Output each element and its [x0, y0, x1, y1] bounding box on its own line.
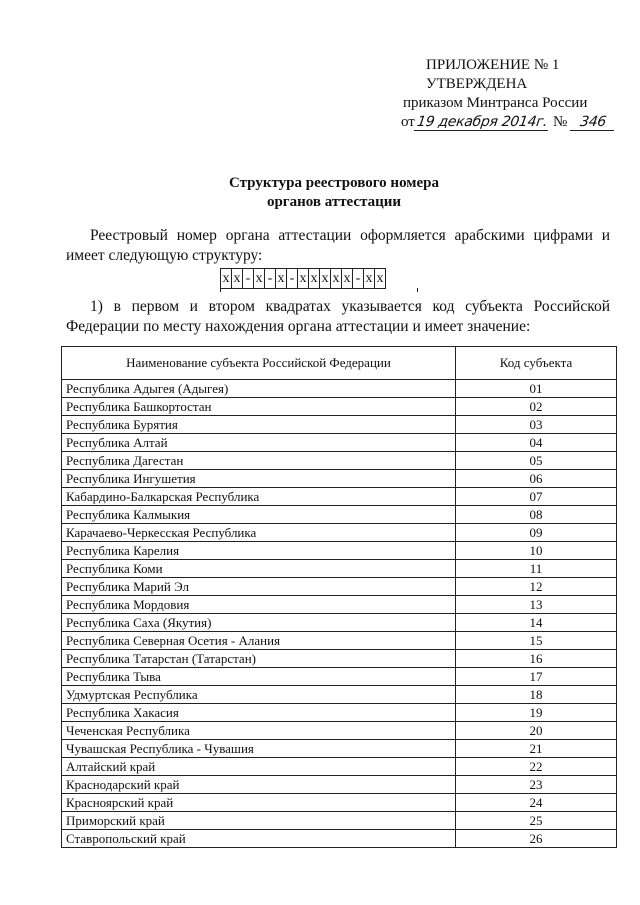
region-name: Республика Башкортостан: [62, 398, 456, 416]
scheme-digit-box: x: [320, 269, 331, 288]
table-row: [62, 794, 617, 812]
point-1-paragraph: [66, 297, 610, 337]
table-row: [62, 506, 617, 524]
table-row: [62, 740, 617, 758]
approved-label: УТВЕРЖДЕНА: [426, 76, 528, 92]
region-code: 14: [456, 614, 617, 632]
table-row: [62, 704, 617, 722]
region-codes-table: [61, 346, 617, 848]
table-row: [62, 452, 617, 470]
region-code: 10: [456, 542, 617, 560]
region-name: Республика Алтай: [62, 434, 456, 452]
from-label: от: [401, 114, 415, 130]
table-row: [62, 596, 617, 614]
region-code: 03: [456, 416, 617, 434]
scheme-separator: -: [353, 269, 364, 288]
table-row: [62, 650, 617, 668]
region-code: 02: [456, 398, 617, 416]
region-code: 05: [456, 452, 617, 470]
order-date-line: [395, 113, 635, 132]
region-name: Республика Дагестан: [62, 452, 456, 470]
approval-block: [395, 56, 635, 132]
table-row: [62, 560, 617, 578]
region-code: 17: [456, 668, 617, 686]
region-code: 08: [456, 506, 617, 524]
table-row: [62, 758, 617, 776]
region-name: Удмуртская Республика: [62, 686, 456, 704]
region-code: 18: [456, 686, 617, 704]
scheme-digit-box: x: [276, 269, 287, 288]
scheme-digit-box: x: [364, 269, 375, 288]
region-name: Кабардино-Балкарская Республика: [62, 488, 456, 506]
table-row: [62, 524, 617, 542]
region-name: Краснодарский край: [62, 776, 456, 794]
region-code: 24: [456, 794, 617, 812]
table-row: [62, 776, 617, 794]
region-code: 12: [456, 578, 617, 596]
region-name: Красноярский край: [62, 794, 456, 812]
table-row: [62, 434, 617, 452]
region-name: Республика Саха (Якутия): [62, 614, 456, 632]
region-name: Чеченская Республика: [62, 722, 456, 740]
table-row: [62, 578, 617, 596]
scheme-digit-box: x: [331, 269, 342, 288]
appendix-heading: ПРИЛОЖЕНИЕ № 1: [426, 57, 560, 73]
scheme-bracket: [220, 288, 418, 292]
region-name: Ставропольский край: [62, 830, 456, 848]
region-name: Республика Тыва: [62, 668, 456, 686]
region-name: Республика Адыгея (Адыгея): [62, 380, 456, 398]
region-code: 22: [456, 758, 617, 776]
scheme-separator: -: [265, 269, 276, 288]
scheme-digit-box: x: [342, 269, 353, 288]
table-body: [62, 380, 617, 848]
region-code: 16: [456, 650, 617, 668]
handwritten-date: 19 декабря 2014г.: [414, 114, 551, 131]
table-row: [62, 812, 617, 830]
registry-number-scheme: [220, 268, 386, 289]
column-header-code: Код субъекта: [456, 347, 617, 380]
region-code: 15: [456, 632, 617, 650]
scheme-digit-box: x: [309, 269, 320, 288]
title-line-1: Структура реестрового номера: [228, 175, 439, 191]
region-name: Республика Татарстан (Татарстан): [62, 650, 456, 668]
table-row: [62, 614, 617, 632]
scheme-separator: -: [287, 269, 298, 288]
region-code: 25: [456, 812, 617, 830]
table-row: [62, 632, 617, 650]
point-1-text: 1) в первом и втором квадратах указывается код субъекта Российской Федерации по месту нахождения органа аттестации и имеет значение:: [66, 298, 610, 335]
handwritten-number: 346: [570, 114, 616, 131]
document-title: [0, 174, 640, 212]
order-reference: приказом Минтранса России: [403, 95, 588, 111]
table-header-row: [62, 347, 617, 380]
region-code: 09: [456, 524, 617, 542]
table-row: [62, 830, 617, 848]
number-label: №: [552, 114, 568, 130]
table-row: [62, 470, 617, 488]
table-row: [62, 668, 617, 686]
region-name: Республика Калмыкия: [62, 506, 456, 524]
region-name: Чувашская Республика - Чувашия: [62, 740, 456, 758]
region-name: Республика Бурятия: [62, 416, 456, 434]
region-code: 11: [456, 560, 617, 578]
region-code: 20: [456, 722, 617, 740]
table-row: [62, 380, 617, 398]
region-name: Карачаево-Черкесская Республика: [62, 524, 456, 542]
region-name: Республика Ингушетия: [62, 470, 456, 488]
scheme-digit-box: x: [232, 269, 243, 288]
table-row: [62, 686, 617, 704]
region-name: Республика Северная Осетия - Алания: [62, 632, 456, 650]
table-row: [62, 542, 617, 560]
region-name: Республика Марий Эл: [62, 578, 456, 596]
table-row: [62, 488, 617, 506]
scheme-digit-box: x: [254, 269, 265, 288]
region-name: Республика Карелия: [62, 542, 456, 560]
region-code: 07: [456, 488, 617, 506]
intro-text: Реестровый номер органа аттестации оформляется арабскими цифрами и имеет следующую структуру:: [66, 227, 610, 264]
table-row: [62, 722, 617, 740]
region-name: Республика Мордовия: [62, 596, 456, 614]
scheme-separator: -: [243, 269, 254, 288]
region-code: 21: [456, 740, 617, 758]
scheme-digit-box: x: [221, 269, 232, 288]
table-row: [62, 398, 617, 416]
table-row: [62, 416, 617, 434]
intro-paragraph: [66, 226, 610, 266]
region-code: 04: [456, 434, 617, 452]
region-code: 19: [456, 704, 617, 722]
region-code: 06: [456, 470, 617, 488]
scheme-digit-box: x: [375, 269, 386, 288]
region-name: Алтайский край: [62, 758, 456, 776]
region-name: Республика Коми: [62, 560, 456, 578]
column-header-name: Наименование субъекта Российской Федерации: [62, 347, 456, 380]
region-code: 23: [456, 776, 617, 794]
region-code: 26: [456, 830, 617, 848]
region-code: 01: [456, 380, 617, 398]
scheme-digit-box: x: [298, 269, 309, 288]
title-line-2: органов аттестации: [266, 194, 402, 210]
region-name: Республика Хакасия: [62, 704, 456, 722]
region-name: Приморский край: [62, 812, 456, 830]
region-code: 13: [456, 596, 617, 614]
